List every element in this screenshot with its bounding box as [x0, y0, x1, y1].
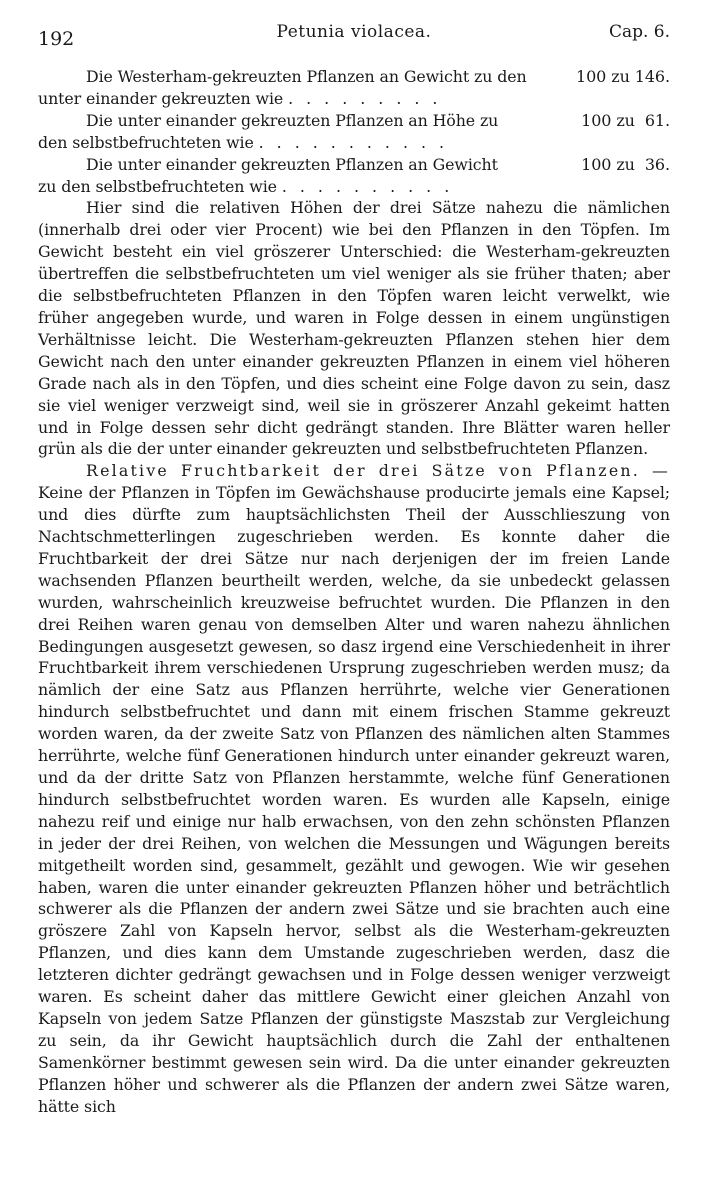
leader-dots: . . . . . . . . . .	[281, 176, 454, 196]
ratio-value: 100 zu 61.	[581, 110, 670, 130]
ratio-entry	[38, 66, 670, 110]
page-body	[38, 66, 670, 1118]
ratio-line-2: zu den selbstbefruchteten wie	[38, 176, 277, 196]
chapter-label: Cap. 6.	[608, 22, 670, 42]
ratio-line-2: den selbstbefruchteten wie	[38, 132, 254, 152]
running-title: Petunia violacea.	[276, 22, 432, 42]
ratio-line-2: unter einander gekreuzten wie	[38, 88, 284, 108]
paragraph-fertility	[38, 460, 670, 1117]
section-heading: Relative Fruchtbarkeit der drei Sätze von Pflanzen. —	[86, 461, 670, 481]
ratio-entry	[38, 110, 670, 154]
page-header	[38, 22, 670, 50]
ratio-entry	[38, 154, 670, 198]
ratio-line-1: Die Westerham-gekreuzten Pflanzen an Gewicht zu den	[86, 67, 527, 86]
ratio-value: 100 zu 36.	[581, 154, 670, 174]
ratio-line-1: Die unter einander gekreuzten Pflanzen an Höhe zu	[86, 110, 499, 130]
ratio-line-1: Die unter einander gekreuzten Pflanzen an Gewicht	[86, 154, 498, 174]
paragraph-relative-heights: Hier sind die relativen Höhen der drei Sätze nahezu die nämlichen (innerhalb drei oder vier Procent) wie bei den Pflanzen in den Töpfen. Im Gewicht besteht ein viel gröszerer Unterschied: die Westerham-gekreuzten übertreffen die selbstbefruchteten um viel weniger als sie früher thaten; aber die selbstbefruchteten Pflanzen in den Töpfen waren leicht verwelkt, wie früher angegeben wurde, und waren in Folge dessen in einem ungünstigen Verhältnisse leicht. Die Westerham-gekreuzten Pflanzen stehen hier dem Gewicht nach den unter einander gekreuzten Pflanzen in einem viel höheren Grade nach als in den Töpfen, und dies scheint eine Folge davon zu sein, dasz sie viel weniger verzweigt sind, weil sie in gröszerer Anzahl gekeimt hatten und in Folge dessen sehr dicht gedrängt standen. Ihre Blätter waren heller grün als die der unter einander gekreuzten und selbstbefruchteten Pflanzen.	[38, 198, 670, 459]
leader-dots: . . . . . . . . . . .	[258, 132, 449, 152]
paragraph-text: Keine der Pflanzen in Töpfen im Gewächshause producirte jemals eine Kapsel; und dies dürfte zum hauptsächlichsten Theil der Ausschlieszung von Nachtschmetterlingen zugeschrieben werden. Es konnte daher die Fruchtbarkeit der drei Sätze nur nach derjenigen der im freien Lande wachsenden Pflanzen beurtheilt werden, welche, da sie unbedeckt gelassen wurden, wahrscheinlich kreuzweise befruchtet wurden. Die Pflanzen in den drei Reihen waren genau von demselben Alter und waren nahezu ähnlichen Bedingungen ausgesetzt gewesen, so dasz irgend eine Verschiedenheit in ihrer Fruchtbarkeit ihrem verschiedenen Ursprung zugeschrieben werden musz; da nämlich der eine Satz aus Pflanzen herrührte, welche vier Generationen hindurch selbstbefruchtet und dann mit einem frischen Stamme gekreuzt worden waren, da der zweite Satz von Pflanzen des nämlichen alten Stammes herrührte, welche fünf Generationen hindurch unter einander gekreuzt waren, und da der dritte Satz von Pflanzen herstammte, welche fünf Generationen hindurch selbstbefruchtet worden waren. Es wurden alle Kapseln, einige nahezu reif und einige nur halb erwachsen, von den zehn schönsten Pflanzen in jeder der drei Reihen, von welchen die Messungen und Wägungen bereits mitgetheilt worden sind, gesammelt, gezählt und gewogen. Wie wir gesehen haben, waren die unter einander gekreuzten Pflanzen höher und beträchtlich schwerer als die Pflanzen der andern zwei Sätze und sie brachten auch eine gröszere Zahl von Kapseln hervor, selbst als die Westerham-gekreuzten Pflanzen, und dies kann dem Umstande zugeschrieben werden, dasz die letzteren dichter gedrängt gewachsen und in Folge dessen weniger verzweigt waren. Es scheint daher das mittlere Gewicht einer gleichen Anzahl von Kapseln von jedem Satze Pflanzen der günstigste Maszstab zur Vergleichung zu sein, da ihr Gewicht hauptsächlich durch die Zahl der enthaltenen Samenkörner bestimmt gewesen sein wird. Da die unter einander gekreuzten Pflanzen höher und schwerer als die Pflanzen der andern zwei Sätze waren, hätte sich	[38, 483, 670, 1116]
page-number: 192	[38, 28, 75, 50]
leader-dots: . . . . . . . . .	[288, 88, 442, 108]
ratio-value: 100 zu 146.	[576, 67, 670, 86]
